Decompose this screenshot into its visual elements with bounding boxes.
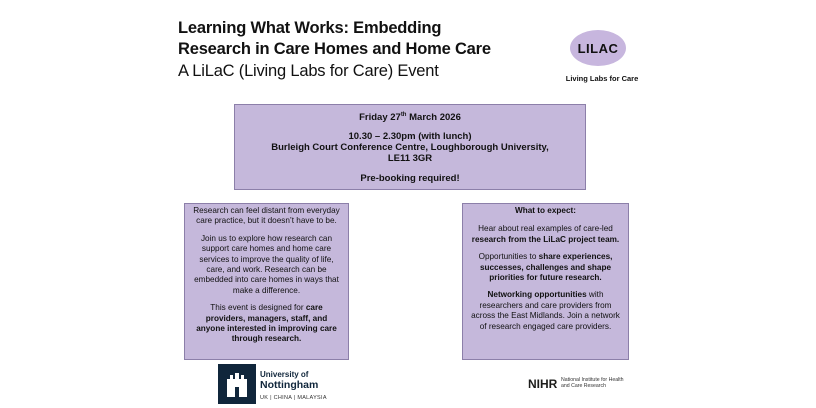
event-time: 10.30 – 2.30pm (with lunch) bbox=[348, 131, 472, 143]
lilac-logo-tagline: Living Labs for Care bbox=[565, 74, 639, 83]
event-title-block bbox=[178, 18, 558, 82]
booking-note: Pre-booking required! bbox=[360, 173, 460, 185]
event-postcode: LE11 3GR bbox=[387, 153, 433, 165]
event-venue: Burleigh Court Conference Centre, Loughborough University, bbox=[271, 142, 549, 154]
expectations-heading: What to expect: bbox=[515, 206, 576, 215]
lilac-logo bbox=[556, 30, 646, 90]
title-line-2: Research in Care Homes and Home Care bbox=[178, 40, 491, 58]
nihr-mark: NIHR bbox=[528, 377, 558, 391]
university-of-nottingham-logo bbox=[218, 364, 358, 404]
lilac-logo-badge bbox=[570, 30, 626, 66]
nihr-logo bbox=[528, 377, 628, 393]
lilac-logo-text: LILAC bbox=[577, 40, 619, 56]
title-line-1: Learning What Works: Embedding bbox=[178, 19, 442, 37]
about-audience: This event is designed for care providers, managers, staff, and anyone interested in improving care through research. bbox=[196, 303, 337, 344]
about-purpose: Join us to explore how research can support care homes and home care services to improve the quality of life, care, and work. Research can be embedded into care homes in ways that make a difference. bbox=[194, 233, 339, 295]
nihr-full-name: National Institute for Health and Care Research bbox=[561, 377, 624, 389]
about-intro: Research can feel distant from everyday care practice, but it doesn’t have to be. bbox=[193, 206, 340, 226]
expectation-networking: Networking opportunities with researchers and care providers from across the East Midlands. Join a network of research engaged care providers. bbox=[471, 290, 620, 331]
about-panel bbox=[184, 203, 349, 360]
expectations-panel bbox=[462, 203, 629, 360]
event-date: Friday 27th March 2026 bbox=[359, 112, 461, 124]
expectation-opportunities: Opportunities to share experiences, successes, challenges and shape priorities for future research. bbox=[478, 252, 613, 283]
expectation-examples: Hear about real examples of care-led research from the LiLaC project team. bbox=[471, 224, 620, 244]
castle-crest-icon bbox=[218, 364, 256, 404]
uon-locations: UK | CHINA | MALAYSIA bbox=[260, 395, 327, 401]
event-subtitle: A LiLaC (Living Labs for Care) Event bbox=[178, 62, 439, 80]
uon-wordmark: University of Nottingham bbox=[260, 370, 319, 391]
event-details-box bbox=[234, 104, 586, 190]
